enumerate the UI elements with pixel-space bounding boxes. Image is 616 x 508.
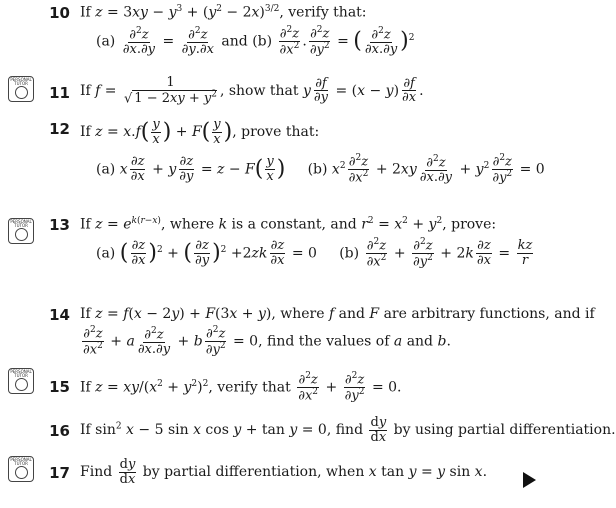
exercise-number: 11 (49, 84, 70, 102)
exercise-statement: If z = x.f( $\frac{y}{x}$ ) + F( $\frac{y}{x}$ ), prove that: (80, 117, 320, 147)
exercise-statement: Find $\frac{dy}{dx}$ by partial differentiation, when x tan y = y sin x. (80, 457, 488, 487)
exercise-number: 17 (49, 464, 70, 482)
exercise-number: 16 (49, 422, 70, 440)
exercise-statement: If $z = xy/(x^2 + y^2)^2$, verify that $\frac{\partial^2z}{\partial x^2}$ + $\frac{\partial^2z}{\partial y^2}$ = 0. (80, 371, 402, 404)
next-page-arrow-icon[interactable] (523, 472, 536, 488)
exercise-statement: If z = f(x − 2y) + F(3x + y), where f and F are arbitrary functions, and if (80, 306, 595, 322)
exercise-number: 10 (49, 4, 70, 22)
exercise-number: 14 (49, 306, 70, 324)
exercise-number: 13 (49, 216, 70, 234)
exercise-statement: If $\sin^2 x - 5$ sin x cos y + tan y = 0, find $\frac{dy}{dx}$ by using partial differentiation. (80, 415, 616, 445)
personal-tutor-icon: PERSONAL TUTOR (8, 368, 34, 394)
exercise-statement: If f = $\frac{1}{√ 1 - 2xy + y^2}$ , show that y $\frac{\partial f}{\partial y}$ = (x − y) $\frac{\partial f}{\partial x}$ . (80, 75, 424, 106)
personal-tutor-icon: PERSONAL TUTOR (8, 218, 34, 244)
personal-tutor-icon: PERSONAL TUTOR (8, 76, 34, 102)
exercise-statement: If $z = 3xy - y^3 + (y^2 - 2x)^{3/2}$, verify that: (80, 4, 367, 21)
equation-line: (a) $\frac{\partial^2z}{\partial x.\partial y}$ = $\frac{\partial^2z}{\partial y.\partial x}$ and (b) $\frac{\partial^2z}{\partial x^2}$ . $\frac{\partial^2z}{\partial y^2}$ = ( $\frac{\partial^2z}{\partial x.\partial y}$ )$^2$ (96, 25, 415, 58)
personal-tutor-icon: PERSONAL TUTOR (8, 456, 34, 482)
exercise-statement: If $z = e^{k(r-x)}$, where k is a constant, and $r^2 = x^2 + y^2$, prove: (80, 216, 497, 233)
equation-line: (a) x $\frac{\partial z}{\partial x}$ + y $\frac{\partial z}{\partial y}$ = z − F( $\frac{y}{x}$ ) (b) $x^2$ $\frac{\partial^2z}{\partial x^2}$ + 2xy $\frac{\partial^2z}{\partial x.\partial y}$ + $y^2$ $\frac{\partial^2z}{\partial y^2}$ = 0 (96, 153, 545, 186)
exercise-number: 12 (49, 120, 70, 138)
equation-line: $\frac{\partial^2z}{\partial x^2}$ + a $\frac{\partial^2z}{\partial x.\partial y}$ + b $\frac{\partial^2z}{\partial y^2}$ = 0, find the values of a and b. (83, 325, 451, 358)
exercise-number: 15 (49, 378, 70, 396)
equation-line: (a) ( $\frac{\partial z}{\partial x}$ )$^2$ + ( $\frac{\partial z}{\partial y}$ )$^2$ +2zk $\frac{\partial z}{\partial x}$ = 0 (b) $\frac{\partial^2z}{\partial x^2}$ + $\frac{\partial^2z}{\partial y^2}$ + 2k $\frac{\partial z}{\partial x}$ = $\frac{kz}{r}$ (96, 237, 533, 270)
